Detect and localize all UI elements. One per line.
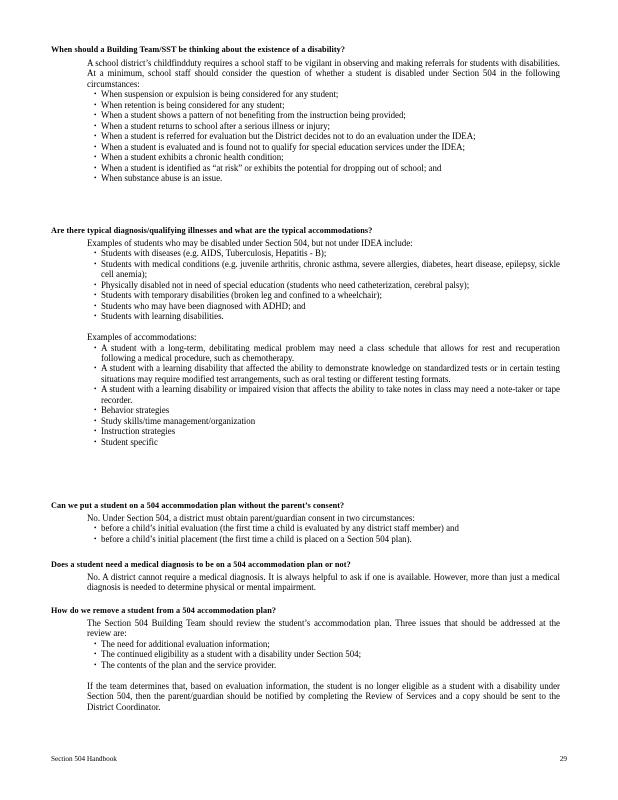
answer-paragraph: The Section 504 Building Team should review the student’s accommodation plan. Three issues that should be addressed at the review are: [87,618,560,639]
list-item: • Behavior strategies [94,405,560,415]
answer-block [87,513,560,544]
question-heading: Are there typical diagnosis/qualifying illnesses and what are the typical accommodations? [51,226,373,235]
list-item: • Physically disabled not in need of special education (students who need catheterization, cerebral palsy); [94,280,560,290]
list-item: • A student with a long-term, debilitating medical problem may need a class schedule that allows for rest and recuperation following a medical procedure, such as chemotherapy. [94,343,560,364]
list-item: • Instruction strategies [94,426,560,436]
list-item: • Students with temporary disabilities (broken leg and confined to a wheelchair); [94,290,560,300]
bullet-list [87,343,560,448]
list-item: • The contents of the plan and the service provider. [94,660,560,670]
list-item: • Study skills/time management/organization [94,416,560,426]
bullet-list [87,639,560,670]
question-heading: When should a Building Team/SST be thinking about the existence of a disability? [51,45,346,54]
list-item: • Students who may have been diagnosed with ADHD; and [94,301,560,311]
list-item: • When a student returns to school after a serious illness or injury; [94,121,560,131]
list-item: • When a student exhibits a chronic health condition; [94,152,560,162]
answer-paragraph: No. A district cannot require a medical diagnosis. It is always helpful to ask if one is available. However, more than just a medical diagnosis is needed to determine physical or mental impairment. [87,572,560,593]
list-item: • When a student is referred for evaluation but the District decides not to do an evaluation under the IDEA; [94,131,560,141]
list-item: • Student specific [94,437,560,447]
answer-paragraph: A school district’s childfindduty requires a school staff to be vigilant in observing and making referrals for students with disabilities. At a minimum, school staff should consider the question of whether a student is disabled under Section 504 in the following circumstances: [87,58,560,89]
list-item: • When a student is evaluated and is found not to qualify for special education services under the IDEA; [94,142,560,152]
bullet-list [87,89,560,183]
answer-paragraph: No. Under Section 504, a district must obtain parent/guardian consent in two circumstances: [87,513,415,523]
answer-block [87,58,560,183]
list-item: • When retention is being considered for any student; [94,100,560,110]
answer-paragraph: If the team determines that, based on evaluation information, the student is no longer eligible as a student with a disability under Section 504, then the parent/guardian should be notified by completing the Review of Services and a copy should be sent to the District Coordinator. [87,680,560,712]
answer-paragraph: Examples of students who may be disabled under Section 504, but not under IDEA include: [87,238,413,248]
list-item: • Students with learning disabilities. [94,311,560,321]
page-number: 29 [559,755,567,763]
list-item: • When substance abuse is an issue. [94,173,560,183]
footer-title: Section 504 Handbook [51,755,117,763]
list-item: • When suspension or expulsion is being considered for any student; [94,89,560,99]
question-heading: Can we put a student on a 504 accommodation plan without the parent’s consent? [51,501,345,510]
answer-block [87,572,560,593]
answer-paragraph: Examples of accommodations: [87,332,197,343]
bullet-list [87,523,560,544]
list-item: • When a student shows a pattern of not benefiting from the instruction being provided; [94,110,560,120]
list-item: • The continued eligibility as a student with a disability under Section 504; [94,649,560,659]
list-item: • before a child’s initial evaluation (the first time a child is evaluated by any district staff member) and [94,523,560,533]
list-item: • The need for additional evaluation information; [94,639,560,649]
list-item: • A student with a learning disability that affected the ability to demonstrate knowledge on standardized tests or in certain testing situations may require modified test arrangements, such as oral testing or different testing formats. [94,363,560,384]
list-item: • Students with diseases (e.g. AIDS, Tuberculosis, Hepatitis - B); [94,248,560,258]
question-heading: Does a student need a medical diagnosis to be on a 504 accommodation plan or not? [51,560,351,569]
list-item: • A student with a learning disability or impaired vision that affects the ability to take notes in class may need a note-taker or tape recorder. [94,384,560,405]
question-heading: How do we remove a student from a 504 accommodation plan? [51,606,277,615]
answer-block [87,238,560,447]
list-item: • Students with medical conditions (e.g. juvenile arthritis, chronic asthma, severe allergies, diabetes, heart disease, epilepsy, sickle cell anemia); [94,259,560,280]
answer-block [87,618,560,712]
bullet-list [87,248,560,321]
list-item: • before a child’s initial placement (the first time a child is placed on a Section 504 plan). [94,534,560,544]
list-item: • When a student is identified as “at risk” or exhibits the potential for dropping out of school; and [94,163,560,173]
